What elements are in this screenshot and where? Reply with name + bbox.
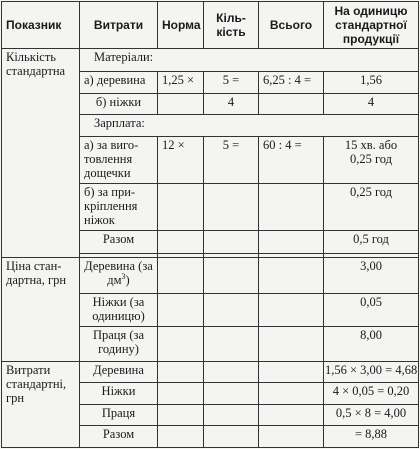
per-unit-value: = 8,88 (324, 426, 419, 448)
per-unit-value: 1,56 (324, 71, 419, 94)
total-value (259, 361, 324, 382)
per-unit-value: 1,56 × 3,00 = 4,68 (324, 361, 419, 382)
quantity-value (204, 361, 259, 382)
materials-label: Матеріали: (80, 49, 419, 72)
norm-value (158, 404, 204, 425)
per-unit-value: 8,00 (324, 327, 419, 362)
salary-label: Зарплата: (80, 114, 419, 137)
quantity-value (204, 257, 259, 294)
cost-name: Разом (80, 231, 158, 254)
standard-cost-table (1, 1, 419, 448)
quantity-value: 5 = (204, 71, 259, 94)
total-value (259, 294, 324, 327)
norm-value (158, 327, 204, 362)
per-unit-value: 4 × 0,05 = 0,20 (324, 383, 419, 404)
quantity-value (204, 184, 259, 231)
header-total: Всього (259, 2, 324, 49)
total-value (259, 327, 324, 362)
per-unit-value: 4 (324, 94, 419, 114)
cost-name: Ніжки (80, 383, 158, 404)
norm-value: 1,25 × (158, 71, 204, 94)
norm-value (158, 257, 204, 294)
total-value (259, 426, 324, 448)
cost-name: Ніжки (за одиницю) (80, 294, 158, 327)
total-value: 60 : 4 = (259, 137, 324, 184)
norm-value (158, 294, 204, 327)
header-row (2, 2, 419, 49)
table-row (2, 49, 419, 72)
cost-name: а) за виго- товлення дощечки (80, 137, 158, 184)
norm-value: 12 × (158, 137, 204, 184)
group-label-standard-costs: Витрати стандартні, грн (2, 361, 80, 447)
quantity-value (204, 294, 259, 327)
norm-value (158, 184, 204, 231)
header-per-unit: На одиницю стандартної продукції (324, 2, 419, 49)
total-value (259, 257, 324, 294)
quantity-value: 4 (204, 94, 259, 114)
cost-name: Праця (80, 404, 158, 425)
per-unit-value: 15 хв. або 0,25 год (324, 137, 419, 184)
norm-value (158, 361, 204, 382)
header-norm: Норма (158, 2, 204, 49)
norm-value (158, 94, 204, 114)
table-row (2, 257, 419, 294)
per-unit-value: 0,5 год (324, 231, 419, 254)
per-unit-value: 3,00 (324, 257, 419, 294)
norm-value (158, 383, 204, 404)
norm-value (158, 231, 204, 254)
total-value (259, 94, 324, 114)
cost-name: б) ніжки (80, 94, 158, 114)
table-row (2, 361, 419, 382)
quantity-value (204, 383, 259, 404)
cost-name: Деревина (80, 361, 158, 382)
cost-name: б) за при- кріплення ніжок (80, 184, 158, 231)
header-indicator: Показник (2, 2, 80, 49)
quantity-value (204, 231, 259, 254)
cost-name: а) деревина (80, 71, 158, 94)
cost-name: Праця (за годину) (80, 327, 158, 362)
total-value (259, 184, 324, 231)
group-label-quantity: Кількість стандартна (2, 49, 80, 258)
quantity-value (204, 404, 259, 425)
total-value (259, 231, 324, 254)
total-value (259, 383, 324, 404)
header-costs: Витрати (80, 2, 158, 49)
header-quantity: Кіль- кість (204, 2, 259, 49)
total-value: 6,25 : 4 = (259, 71, 324, 94)
per-unit-value: 0,25 год (324, 184, 419, 231)
per-unit-value: 0,5 × 8 = 4,00 (324, 404, 419, 425)
quantity-value (204, 327, 259, 362)
norm-value (158, 426, 204, 448)
cost-name: Деревина (за $дм^3$) (80, 257, 158, 294)
quantity-value: 5 = (204, 137, 259, 184)
cost-name: Разом (80, 426, 158, 448)
quantity-value (204, 426, 259, 448)
group-label-price: Ціна стан- дартна, грн (2, 257, 80, 361)
total-value (259, 404, 324, 425)
per-unit-value: 0,05 (324, 294, 419, 327)
